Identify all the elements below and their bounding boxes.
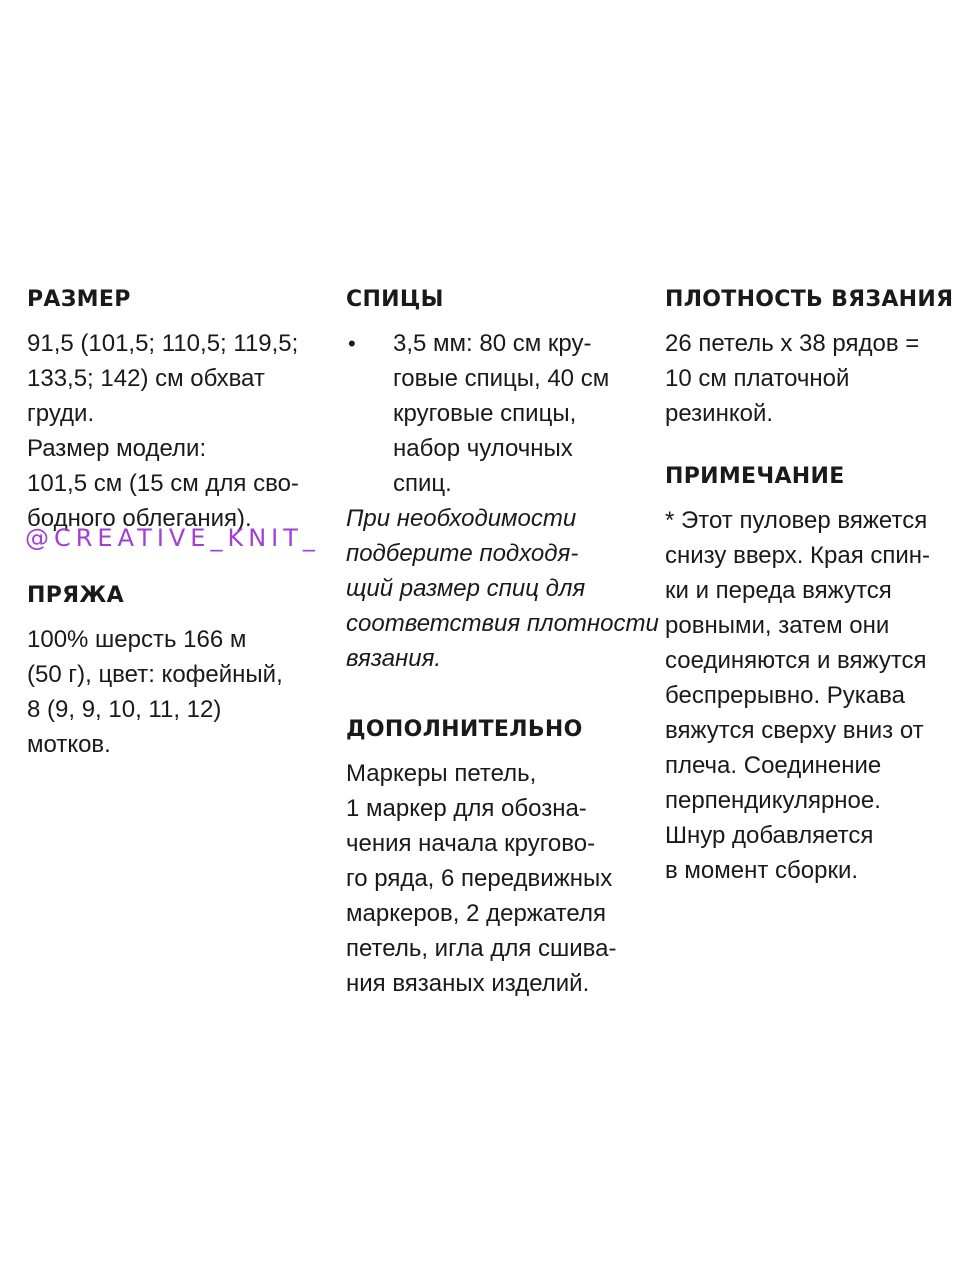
gauge-heading: ПЛОТНОСТЬ ВЯЗАНИЯ [665, 287, 954, 312]
note-line: Шнур добавляется [665, 822, 874, 849]
note-line: ки и переда вяжутся [665, 577, 892, 604]
needles-line: говые спицы, 40 см [393, 365, 610, 392]
note-line: вяжутся сверху вниз от [665, 717, 924, 744]
note-line: ровными, затем они [665, 612, 890, 639]
needles-bullet-item [346, 326, 646, 501]
yarn-line: 100% шерсть 166 м [27, 626, 247, 653]
yarn-section [27, 580, 327, 762]
extra-line: петель, игла для сшива- [346, 935, 617, 962]
needles-heading: СПИЦЫ [346, 287, 444, 312]
needles-note-line: щий размер спиц для [346, 575, 586, 602]
extra-line: ния вязаных изделий. [346, 970, 590, 997]
gauge-line: 26 петель х 38 рядов = [665, 330, 920, 357]
bullet-icon: • [348, 331, 356, 356]
size-line: 133,5; 142) см обхват [27, 365, 265, 392]
size-line: 91,5 (101,5; 110,5; 119,5; [27, 330, 299, 357]
extra-line: чения начала кругово- [346, 830, 596, 857]
watermark-text: @CREATIVE_KNIT_ [25, 524, 320, 552]
needles-line: круговые спицы, [393, 400, 577, 427]
note-line: плеча. Соединение [665, 752, 882, 779]
note-line: перпендикулярное. [665, 787, 881, 814]
yarn-line: мотков. [27, 731, 111, 758]
size-line: груди. [27, 400, 95, 427]
needles-line: 3,5 мм: 80 см кру- [393, 330, 592, 357]
note-line: * Этот пуловер вяжется [665, 507, 928, 534]
needles-note [346, 501, 659, 676]
note-line: соединяются и вяжутся [665, 647, 927, 674]
size-heading: РАЗМЕР [27, 287, 131, 312]
note-line: беспрерывно. Рукава [665, 682, 906, 709]
needles-line: набор чулочных [393, 435, 573, 462]
extra-text [346, 756, 646, 1001]
note-text [665, 503, 965, 888]
extra-line: Маркеры петель, [346, 760, 537, 787]
yarn-text [27, 622, 327, 762]
needles-section [346, 284, 659, 676]
size-text [27, 326, 327, 536]
needles-note-line: При необходимости [346, 505, 577, 532]
size-line: Размер модели: [27, 435, 207, 462]
column-needles-extra [346, 284, 659, 1031]
gauge-section [665, 284, 965, 431]
extra-line: го ряда, 6 передвижных [346, 865, 613, 892]
size-line: бодного облегания). [27, 505, 252, 532]
extra-line: 1 маркер для обозна- [346, 795, 587, 822]
yarn-heading: ПРЯЖА [27, 583, 124, 608]
note-section [665, 461, 965, 888]
needles-note-line: подберите подходя- [346, 540, 579, 567]
column-gauge-note [665, 284, 965, 918]
yarn-line: 8 (9, 9, 10, 11, 12) [27, 696, 222, 723]
size-section [27, 284, 327, 536]
gauge-line: резинкой. [665, 400, 774, 427]
size-line: 101,5 см (15 см для сво- [27, 470, 299, 497]
gauge-text [665, 326, 965, 431]
needles-note-line: вязания. [346, 645, 442, 672]
yarn-line: (50 г), цвет: кофейный, [27, 661, 283, 688]
note-line: в момент сборки. [665, 857, 859, 884]
note-line: снизу вверх. Края спин- [665, 542, 931, 569]
extra-section [346, 714, 646, 1001]
needles-note-line: соответствия плотности [346, 610, 659, 637]
gauge-line: 10 см платочной [665, 365, 850, 392]
note-heading: ПРИМЕЧАНИЕ [665, 464, 845, 489]
extra-heading: ДОПОЛНИТЕЛЬНО [346, 717, 583, 742]
extra-line: маркеров, 2 держателя [346, 900, 606, 927]
needles-line: спиц. [393, 470, 452, 497]
